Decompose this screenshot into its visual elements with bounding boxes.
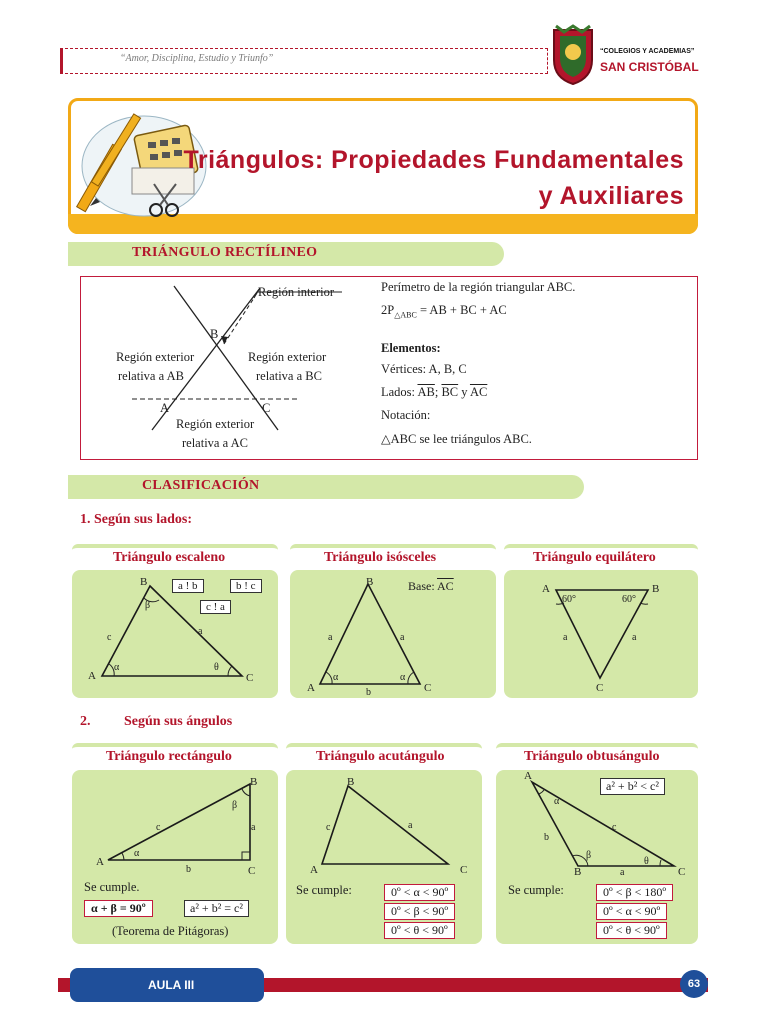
rectangulo-relation-pythagoras: a² + b² = c² <box>184 900 249 917</box>
acutangulo-side-c: c <box>326 822 331 833</box>
acutangulo-relation-theta: 0º < θ < 90º <box>384 922 455 939</box>
rectangulo-side-a: a <box>251 822 256 833</box>
obtusangulo-title: Triángulo obtusángulo <box>524 749 660 764</box>
escaleno-relation-1: a ! b <box>172 579 204 593</box>
brand-name: SAN CRISTÓBAL <box>600 60 699 74</box>
obtusangulo-vertex-a: A <box>524 770 532 782</box>
isosceles-alpha-left: α <box>333 672 339 683</box>
perimetro-text: Perímetro de la región triangular ABC. <box>381 280 576 294</box>
section-heading-clasificacion: CLASIFICACIÓN <box>142 478 260 493</box>
label-ext-bc-2: relativa a BC <box>256 369 322 383</box>
escaleno-vertex-a: A <box>88 670 96 682</box>
rectangulo-vertex-a: A <box>96 856 104 868</box>
notacion-text: △ABC se lee triángulos ABC. <box>381 432 532 446</box>
escaleno-beta: β <box>145 600 151 611</box>
label-ext-ac-2: relativa a AC <box>182 436 248 450</box>
brand-subtitle: “COLEGIOS Y ACADEMIAS” <box>600 48 695 55</box>
rectangulo-title: Triángulo rectángulo <box>106 749 232 764</box>
isosceles-vertex-c: C <box>424 682 432 694</box>
obtusangulo-alpha: α <box>554 796 560 807</box>
escaleno-theta: θ <box>214 662 219 673</box>
isosceles-title: Triángulo isósceles <box>324 550 437 565</box>
escaleno-side-c: c <box>107 632 112 643</box>
equilatero-title: Triángulo equilátero <box>533 550 656 565</box>
rectangulo-side-c: c <box>156 822 161 833</box>
footer-aula-label: AULA III <box>148 978 195 992</box>
obtusangulo-theta: θ <box>644 856 649 867</box>
obtusangulo-vertex-c: C <box>678 866 686 878</box>
rectangulo-vertex-b: B <box>250 776 258 788</box>
obtusangulo-vertex-b: B <box>574 866 582 878</box>
rectangulo-vertex-c: C <box>248 865 256 877</box>
rectangulo-alpha: α <box>134 848 140 859</box>
obtusangulo-relation-beta: 0º < β < 180º <box>596 884 673 901</box>
obtusangulo-se-cumple: Se cumple: <box>508 883 564 897</box>
isosceles-side-left: a <box>328 632 333 643</box>
obtusangulo-side-b: b <box>544 832 549 843</box>
escaleno-vertex-b: B <box>140 576 148 588</box>
equilatero-vertex-b: B <box>652 583 660 595</box>
obtusangulo-side-a: a <box>620 867 625 878</box>
acutangulo-relation-beta: 0º < β < 90º <box>384 903 455 920</box>
page-title-line2: y Auxiliares <box>538 182 684 210</box>
elementos-heading: Elementos: <box>381 341 441 355</box>
vertices-text: Vértices: A, B, C <box>381 362 467 376</box>
equilatero-triangle <box>504 570 698 698</box>
vertex-b-label: B <box>210 327 219 341</box>
section-heading-rectilineo: TRIÁNGULO RECTÍLINEO <box>132 245 318 260</box>
label-ext-ac-1: Región exterior <box>176 417 255 431</box>
escaleno-relation-2: b ! c <box>230 579 262 593</box>
isosceles-triangle <box>290 570 496 698</box>
equilatero-side-right: a <box>632 632 637 643</box>
rectangulo-teorema: (Teorema de Pitágoras) <box>112 924 229 938</box>
label-ext-ab-2: relativa a AB <box>118 369 184 383</box>
equilatero-vertex-a: A <box>542 583 550 595</box>
obtusangulo-relation-sides: a² + b² < c² <box>600 778 665 795</box>
isosceles-alpha-right: α <box>400 672 406 683</box>
subsection-angulos: Según sus ángulos <box>124 714 233 729</box>
escaleno-vertex-c: C <box>246 672 254 684</box>
acutangulo-relation-alpha: 0º < α < 90º <box>384 884 455 901</box>
acutangulo-vertex-a: A <box>310 864 318 876</box>
rectangulo-se-cumple: Se cumple. <box>84 880 140 894</box>
vertex-c-label: C <box>262 401 271 415</box>
perimetro-formula: $2P_{\triangle ABC}$ = AB + BC + AC <box>381 303 507 320</box>
escaleno-relation-3: c ! a <box>200 600 231 614</box>
vertex-a-label: A <box>160 401 170 415</box>
obtusangulo-beta: β <box>586 850 592 861</box>
subsection-lados: 1. Según sus lados: <box>80 512 193 527</box>
escaleno-side-a: a <box>198 626 203 637</box>
isosceles-side-b: b <box>366 687 371 698</box>
acutangulo-vertex-c: C <box>460 864 468 876</box>
motto-text: “Amor, Disciplina, Estudio y Triunfo” <box>120 53 274 64</box>
label-region-interior: Región interior <box>258 285 335 299</box>
equilatero-angle-b: 60° <box>622 594 636 605</box>
equilatero-side-left: a <box>563 632 568 643</box>
notacion-heading: Notación: <box>381 408 431 422</box>
acutangulo-se-cumple: Se cumple: <box>296 883 352 897</box>
rectangulo-beta: β <box>232 800 238 811</box>
isosceles-base-text: Base: $\overline{AC}$ <box>408 579 454 593</box>
label-ext-bc-1: Región exterior <box>248 350 327 364</box>
escaleno-title: Triángulo escaleno <box>113 550 226 565</box>
label-ext-ab-1: Región exterior <box>116 350 195 364</box>
rectangulo-relation-angles: α + β = 90º <box>84 900 153 917</box>
equilatero-vertex-c: C <box>596 682 604 694</box>
obtusangulo-relation-alpha: 0º < α < 90º <box>596 903 667 920</box>
lados-text: Lados: $\overline{AB}$; $\overline{BC}$ y $\overline{AC}$ <box>381 385 488 399</box>
isosceles-vertex-a: A <box>307 682 315 694</box>
escaleno-alpha: α <box>114 662 120 673</box>
obtusangulo-relation-theta: 0º < θ < 90º <box>596 922 667 939</box>
obtusangulo-side-c: c <box>612 822 617 833</box>
acutangulo-vertex-b: B <box>347 776 355 788</box>
subsection-angulos-number: 2. <box>80 714 91 729</box>
isosceles-vertex-b: B <box>366 576 374 588</box>
rectangulo-side-b: b <box>186 864 191 875</box>
school-crest-logo <box>550 24 596 86</box>
acutangulo-side-a: a <box>408 820 413 831</box>
obtusangulo-triangle <box>496 770 698 880</box>
acutangulo-title: Triángulo acutángulo <box>316 749 445 764</box>
isosceles-side-right: a <box>400 632 405 643</box>
page-title-line1: Triángulos: Propiedades Fundamentales <box>183 146 684 174</box>
equilatero-angle-a: 60° <box>562 594 576 605</box>
page-number: 63 <box>680 970 708 998</box>
